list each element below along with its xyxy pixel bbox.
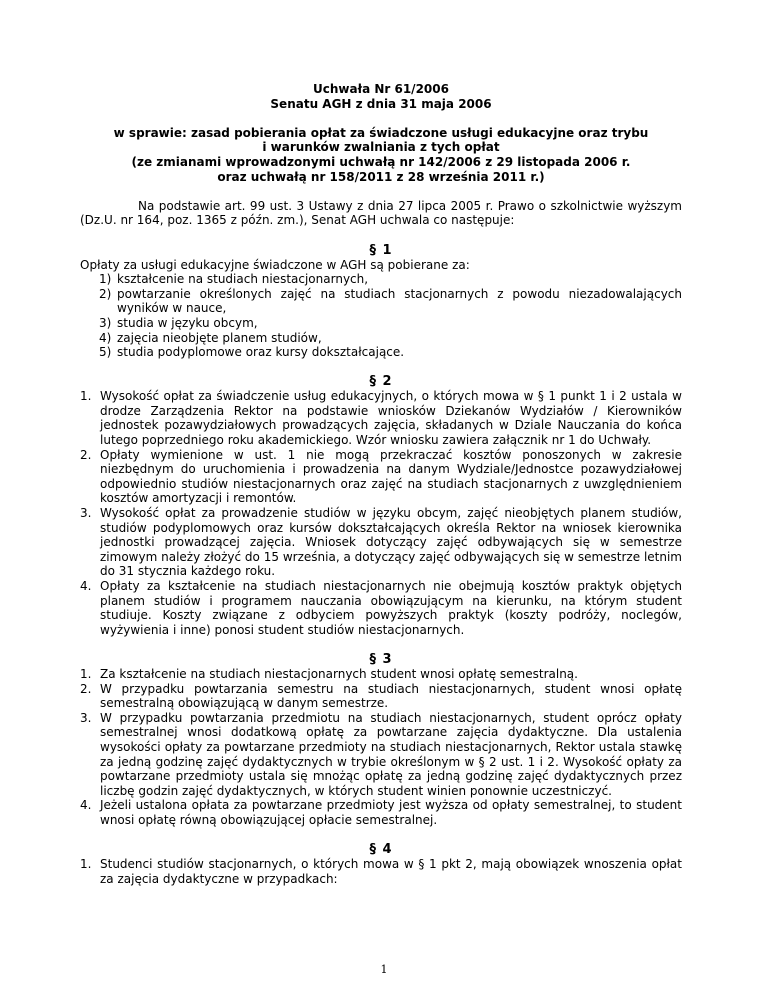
list-item (80, 345, 682, 360)
paragraph-list (80, 667, 682, 828)
item-text: Za kształcenie na studiach niestacjonarnych student wnosi opłatę semestralną. (100, 666, 578, 681)
item-number: 2) (99, 286, 112, 301)
item-text: Opłaty za kształcenie na studiach niestacjonarnych nie obejmują kosztów praktyk objętych planem studiów i programem nauczania obowiązującym na kierunku, na którym student studiuje. Koszty związane z odbyciem powyższych praktyk (koszty podróży, noclegów, wyżywienia i inne) ponosi student studiów niestacjonarnych. (100, 579, 682, 637)
document-body (80, 82, 682, 901)
section-lead: Opłaty za usługi edukacyjne świadczone w AGH są pobierane za: (80, 257, 470, 272)
item-text: studia podyplomowe oraz kursy dokształcające. (117, 345, 405, 360)
subject-line: i warunków zwalniania z tych opłat (262, 140, 500, 155)
item-number: 1) (99, 272, 112, 287)
item-number: 4. (80, 579, 92, 593)
section-heading: § 2 (369, 374, 393, 390)
item-text: Studenci studiów stacjonarnych, o których mowa w § 1 pkt 2, mają obowiązek wnoszenia opłat za zajęcia dydaktyczne w przypadkach: (100, 857, 682, 886)
item-number: 3. (80, 710, 92, 725)
subject-line: oraz uchwałą nr 158/2011 z 28 września 2011 r.) (217, 169, 545, 184)
section-1 (80, 243, 682, 360)
list-item (80, 287, 682, 316)
resolution-title (80, 82, 682, 111)
preamble: Na podstawie art. 99 ust. 3 Ustawy z dnia 27 lipca 2005 r. Prawo o szkolnictwie wyższym (Dz.U. nr 164, poz. 1365 z późn. zm.), Senat AGH uchwala co następuje: (80, 198, 682, 228)
page-number: 1 (380, 963, 388, 976)
resolution-subject (80, 126, 682, 184)
list-item (80, 857, 682, 886)
section-heading: § 1 (369, 242, 393, 258)
item-text: Jeżeli ustalona opłata za powtarzane przedmioty jest wyższa od opłaty semestralnej, to student wnosi opłatę równą obowiązującej opłacie semestralnej. (100, 798, 682, 827)
list-item (80, 331, 682, 346)
list-item (80, 272, 682, 287)
section-4 (80, 842, 682, 886)
list-item (80, 389, 682, 447)
list-item (80, 316, 682, 331)
item-number: 4. (80, 798, 92, 813)
subject-line: w sprawie: zasad pobierania opłat za świadczone usługi edukacyjne oraz trybu (113, 125, 649, 140)
item-text: kształcenie na studiach niestacjonarnych, (117, 272, 369, 287)
list-item (80, 506, 682, 579)
item-text: Wysokość opłat za prowadzenie studiów w języku obcym, zajęć nieobjętych planem studiów, studiów podyplomowych oraz kursów dokształcających określa Rektor na wniosek kierownika jednostki prowadzącej zajęcia. Wniosek dotyczący zajęć odbywających się w semestrze zimowym należy złożyć do 15 września, a dotyczący zajęć odbywających się w semestrze letnim do 31 stycznia każdego roku. (100, 506, 682, 579)
item-number: 5) (99, 345, 112, 360)
list-item (80, 448, 682, 506)
section-heading: § 3 (369, 651, 393, 667)
title-line: Senatu AGH z dnia 31 maja 2006 (270, 96, 492, 111)
section-heading: § 4 (369, 842, 393, 858)
item-text: studia w języku obcym, (117, 315, 258, 330)
subject-line: (ze zmianami wprowadzonymi uchwałą nr 142/2006 z 29 listopada 2006 r. (131, 154, 631, 169)
fee-list (80, 272, 682, 360)
item-number: 2. (80, 447, 92, 462)
item-text: W przypadku powtarzania semestru na studiach niestacjonarnych, student wnosi opłatę semestralną obowiązującą w danym semestrze. (100, 681, 682, 711)
list-item (80, 682, 682, 711)
list-item (80, 711, 682, 799)
item-text: Opłaty wymienione w ust. 1 nie mogą przekraczać kosztów ponoszonych w zakresie niezbędnym do uruchomienia i prowadzenia na danym Wydziale/Jednostce pozawydziałowej odpowiednio studiów niestacjonarnych oraz zajęć na studiach stacjonarnych z uwzględnieniem kosztów amortyzacji i remontów. (100, 447, 682, 506)
item-number: 1. (80, 666, 92, 681)
section-3 (80, 652, 682, 828)
item-number: 1. (80, 857, 92, 872)
paragraph-list (80, 389, 682, 637)
title-line: Uchwała Nr 61/2006 (313, 82, 449, 96)
item-text: zajęcia nieobjęte planem studiów, (117, 330, 322, 345)
list-item (80, 667, 682, 682)
item-number: 3. (80, 506, 92, 521)
item-number: 2. (80, 681, 92, 696)
item-text: Wysokość opłat za świadczenie usług edukacyjnych, o których mowa w § 1 punkt 1 i 2 ustala w drodze Zarządzenia Rektor na podstawie wniosków Dziekanów Wydziałów / Kierowników jednostek pozawydziałowych prowadzących zajęcia, składanych w Dziale Nauczania do końca lutego poprzedniego roku akademickiego. Wzór wniosku zawiera załącznik nr 1 do Uchwały. (100, 389, 682, 448)
section-2 (80, 374, 682, 637)
list-item (80, 798, 682, 827)
item-text: powtarzanie określonych zajęć na studiach stacjonarnych z powodu niezadowalających wyników w nauce, (117, 286, 682, 316)
item-text: W przypadku powtarzania przedmiotu na studiach niestacjonarnych, student oprócz opłaty semestralnej wnosi dodatkową opłatę za powtarzane zajęcia dydaktyczne. Dla ustalenia wysokości opłaty za powtarzane przedmioty na studiach niestacjonarnych, Rektor ustala stawkę za jedną godzinę zajęć dydaktycznych w trybie określonym w § 2 ust. 1 i 2. Wysokość opłaty za powtarzane przedmioty ustala się mnożąc opłatę za jedną godzinę zajęć dydaktycznych przez liczbę godzin zajęć dydaktycznych, w których student winien ponownie uczestniczyć. (100, 710, 682, 798)
item-number: 3) (99, 315, 112, 330)
paragraph-list (80, 857, 682, 886)
item-number: 4) (99, 330, 112, 345)
list-item (80, 579, 682, 637)
item-number: 1. (80, 389, 92, 404)
